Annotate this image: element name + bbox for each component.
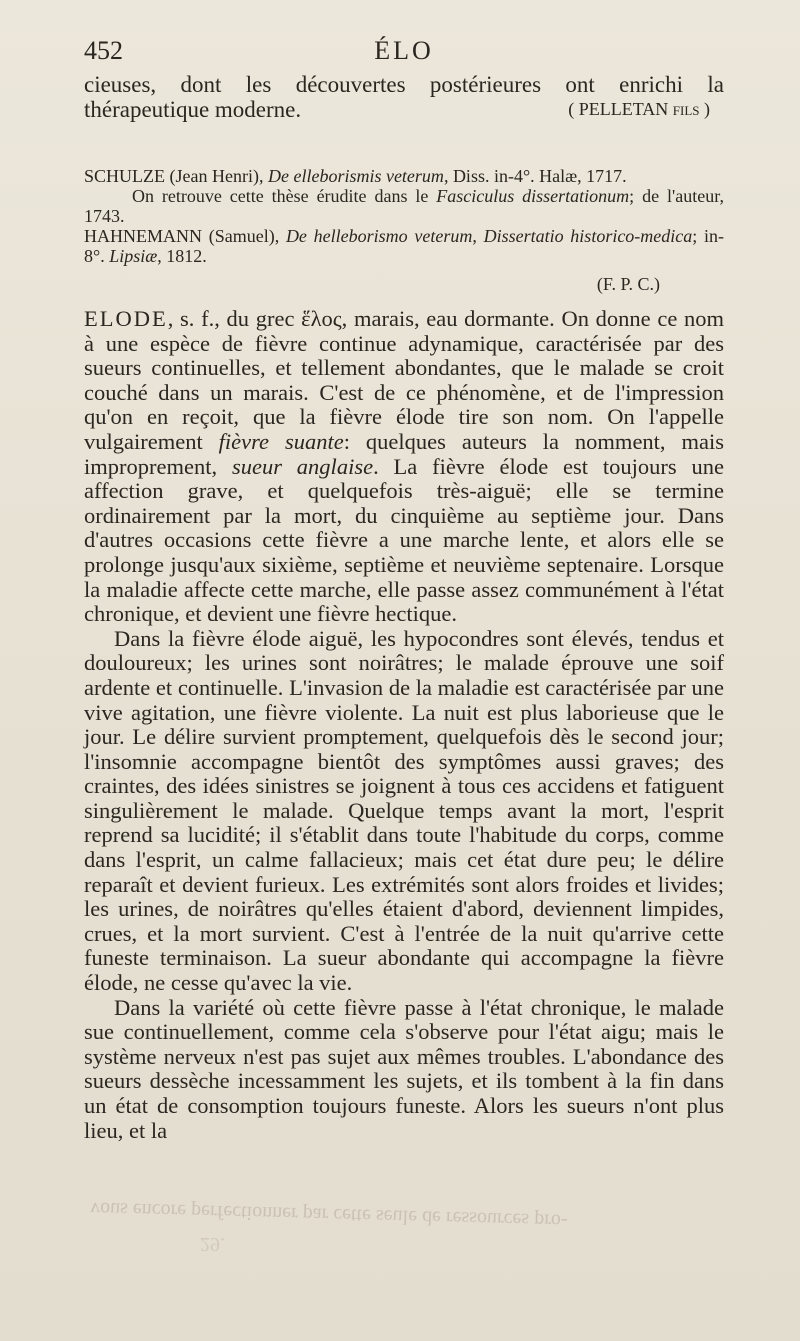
- bibliography-entry: HAHNEMANN (Samuel), De helleborismo veterum, Dissertatio historico-medica; in-8°. Lipsiæ, 1812.: [84, 226, 725, 266]
- bleed-through-text: vous encore perfectionner par cette seule de ressources pro-: [89, 1197, 568, 1233]
- headword: ELODE: [84, 306, 168, 331]
- bib-title: De elleborismis veterum: [267, 166, 444, 186]
- bib-title: De helleborismo veterum: [285, 226, 473, 246]
- running-head: ÉLO: [374, 36, 434, 65]
- author-signature: ( PELLETAN fils ): [568, 99, 710, 119]
- bib-author: HAHNEMANN: [84, 226, 202, 246]
- article-elode: [84, 307, 724, 1143]
- page-body: [84, 72, 724, 1143]
- page-header: [84, 36, 724, 72]
- previous-article-ending: cieuses, dont les découvertes postérieures ont enrichi la thérapeutique moderne.: [84, 72, 724, 122]
- bibliography-note: On retrouve cette thèse érudite dans le Fasciculus dissertationum; de l'auteur, 1743.: [84, 186, 724, 226]
- paragraph: ELODE, s. f., du grec ἕλος, marais, eau dormante. On donne ce nom à une espèce de fièvre continue adynamique, caractérisée par des sueurs continuelles, et tellement abondantes, que le malade se croit couché dans un marais. C'est de ce phénomène, et de l'impression qu'on en reçoit, que la fièvre élode tire son nom. On l'appelle vulgairement fièvre suante: quelques auteurs la nomment, mais improprement, sueur anglaise. La fièvre élode est toujours une affection grave, et quelquefois très-aiguë; elle se termine ordinairement par la mort, du cinquième au septième jour. Dans d'autres occasions cette fièvre a une marche lente, et alors elle se prolonge jusqu'aux sixième, septième et neuvième septenaire. Lorsque la maladie affecte cette marche, elle passe assez communément à l'état chronique, et devient une fièvre hectique.: [84, 306, 724, 627]
- page-number: 452: [84, 36, 123, 65]
- author-signature: (F. P. C.): [596, 274, 660, 294]
- bibliography: [84, 166, 724, 297]
- paragraph: Dans la fièvre élode aiguë, les hypocondres sont élevés, tendus et douloureux; les urines sont noirâtres; le malade éprouve une soif ardente et continuelle. L'invasion de la maladie est caractérisée par une vive agitation, une fièvre violente. La nuit est plus laborieuse que le jour. Le délire survient promptement, quelquefois dès le second jour; l'insomnie accompagne bientôt des symptômes aussi graves; des craintes, des idées sinistres se joignent à tous ces accidens et fatiguent singulièrement le malade. Quelque temps avant la mort, l'esprit reprend sa lucidité; il s'établit dans toute l'habitude du corps, comme dans l'esprit, un calme fallacieux; mais cet état dure peu; le délire reparaît et devient furieux. Les extrémités sont alors froides et livides; les urines, de noirâtres qu'elles étaient d'abord, deviennent limpides, crues, et la mort survient. C'est à l'entrée de la nuit qu'arrive cette funeste terminaison. La sueur abondante qui accompagne la fièvre élode, ne cesse qu'avec la vie.: [84, 625, 724, 996]
- bleed-through-text: 29.: [200, 1233, 225, 1255]
- bibliography-entry: SCHULZE (Jean Henri), De elleborismis veterum, Diss. in-4°. Halæ, 1717.: [84, 166, 627, 186]
- bib-author: SCHULZE: [84, 166, 165, 186]
- paragraph: Dans la variété où cette fièvre passe à l'état chronique, le malade sue continuellement, comme cela s'observe pour l'état aigu; mais le système nerveux n'est pas sujet aux mêmes troubles. L'abondance des sueurs dessèche incessamment les sujets, et ils tombent à la fin dans un état de consomption toujours funeste. Alors les sueurs n'ont plus lieu, et la: [84, 994, 724, 1143]
